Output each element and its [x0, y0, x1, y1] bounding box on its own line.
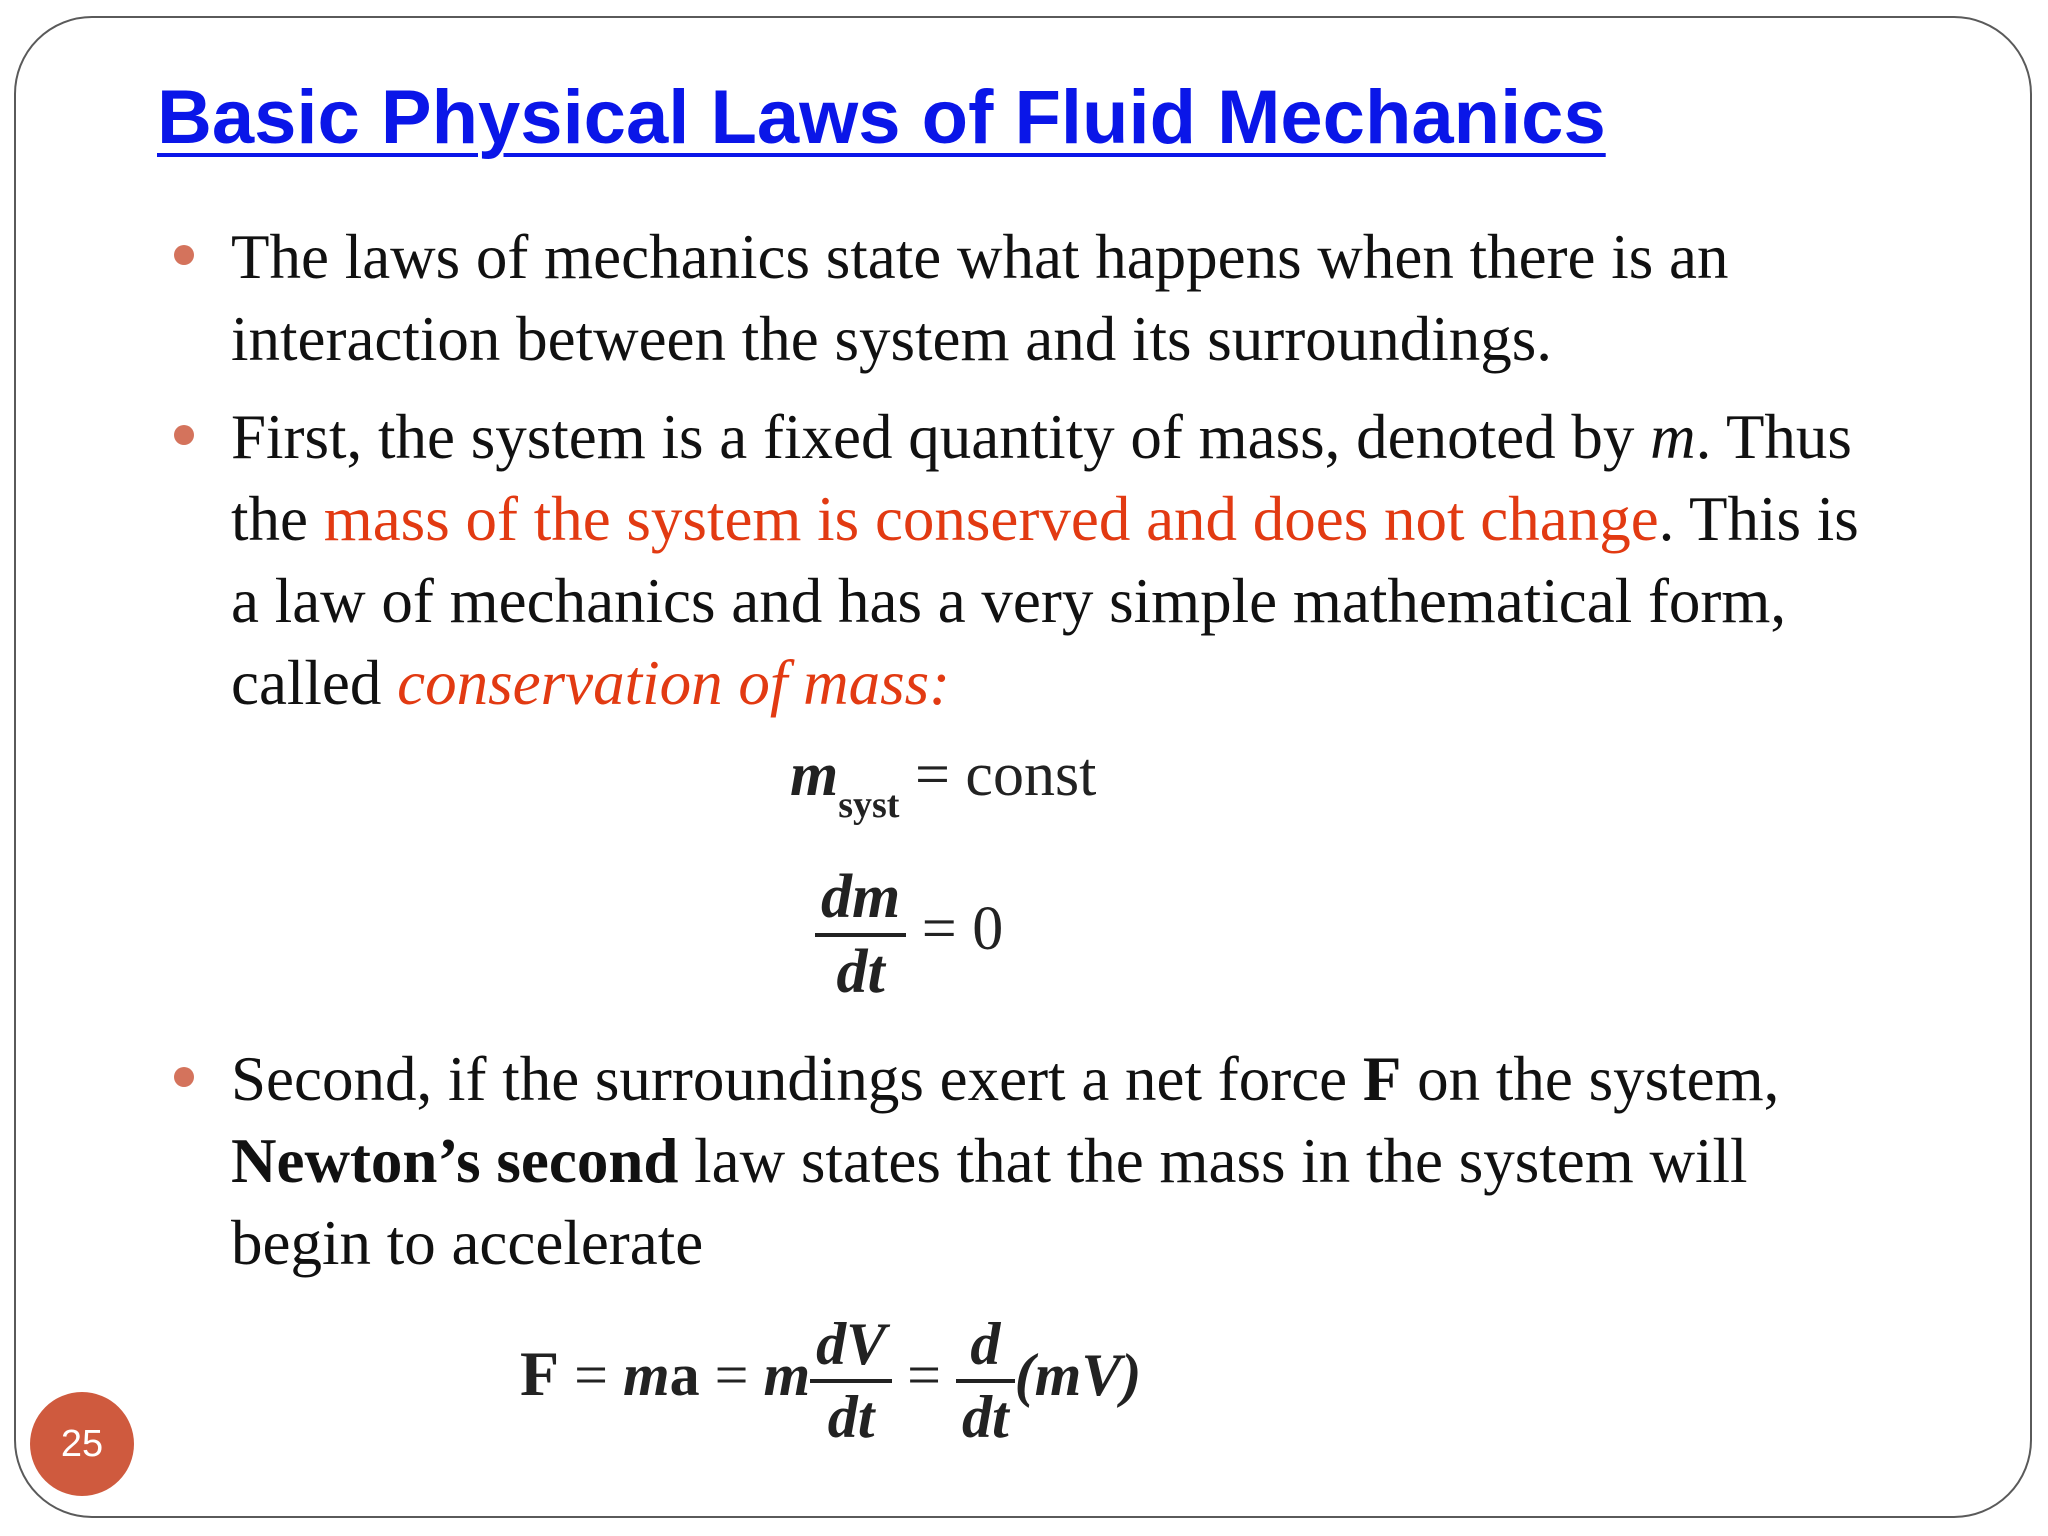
mass-symbol: m: [1650, 402, 1696, 472]
fraction: $\frac{dm}{dt}$: [815, 862, 906, 1008]
equation-dm-dt: $\frac{dm}{dt}$ = 0: [815, 862, 1003, 1008]
slide-title: Basic Physical Laws of Fluid Mechanics: [157, 75, 1606, 160]
bullet-item: [231, 396, 1871, 724]
equation-mass-constant: $m_{syst}$ = const: [790, 741, 1097, 826]
page-number-badge: [30, 1392, 134, 1496]
conservation-highlight: mass of the system is conserved and does not change: [323, 484, 1659, 554]
bullet-text: . This is a law of mechanics and has a very simple mathematical form, called: [231, 484, 1859, 718]
bullet-text: First, the system is a fixed quantity of mass, denoted by: [231, 402, 1651, 472]
bullet-item: [231, 216, 1871, 380]
bullet-dot-icon: [174, 245, 194, 265]
fraction: $\frac{dV}{dt}$: [810, 1310, 892, 1452]
bullet-text: Second, if the surroundings exert a net force: [231, 1044, 1363, 1114]
bullet-dot-icon: [174, 425, 194, 445]
bullet-text: The laws of mechanics state what happens when there is an interaction between the system and its surroundings.: [231, 222, 1729, 374]
bullet-item: [231, 1038, 1871, 1284]
force-symbol: F: [1362, 1044, 1402, 1114]
conservation-of-mass-emphasis: conservation of mass:: [397, 648, 951, 718]
bullet-text: . Thus the: [231, 402, 1852, 554]
equation-newton-second-law: F = ma = m $\frac{dV}{dt}$ = $\frac{d}{dt}$ (mV): [520, 1311, 1142, 1450]
bullet-text: on the system,: [1401, 1044, 1780, 1114]
newton-second-law: Newton’s second: [231, 1126, 679, 1196]
bullet-text: law states that the mass in the system will begin to accelerate: [231, 1126, 1748, 1278]
page-number: 25: [60, 1422, 104, 1465]
bullet-dot-icon: [174, 1067, 194, 1087]
fraction: $\frac{d}{dt}$: [956, 1310, 1015, 1452]
